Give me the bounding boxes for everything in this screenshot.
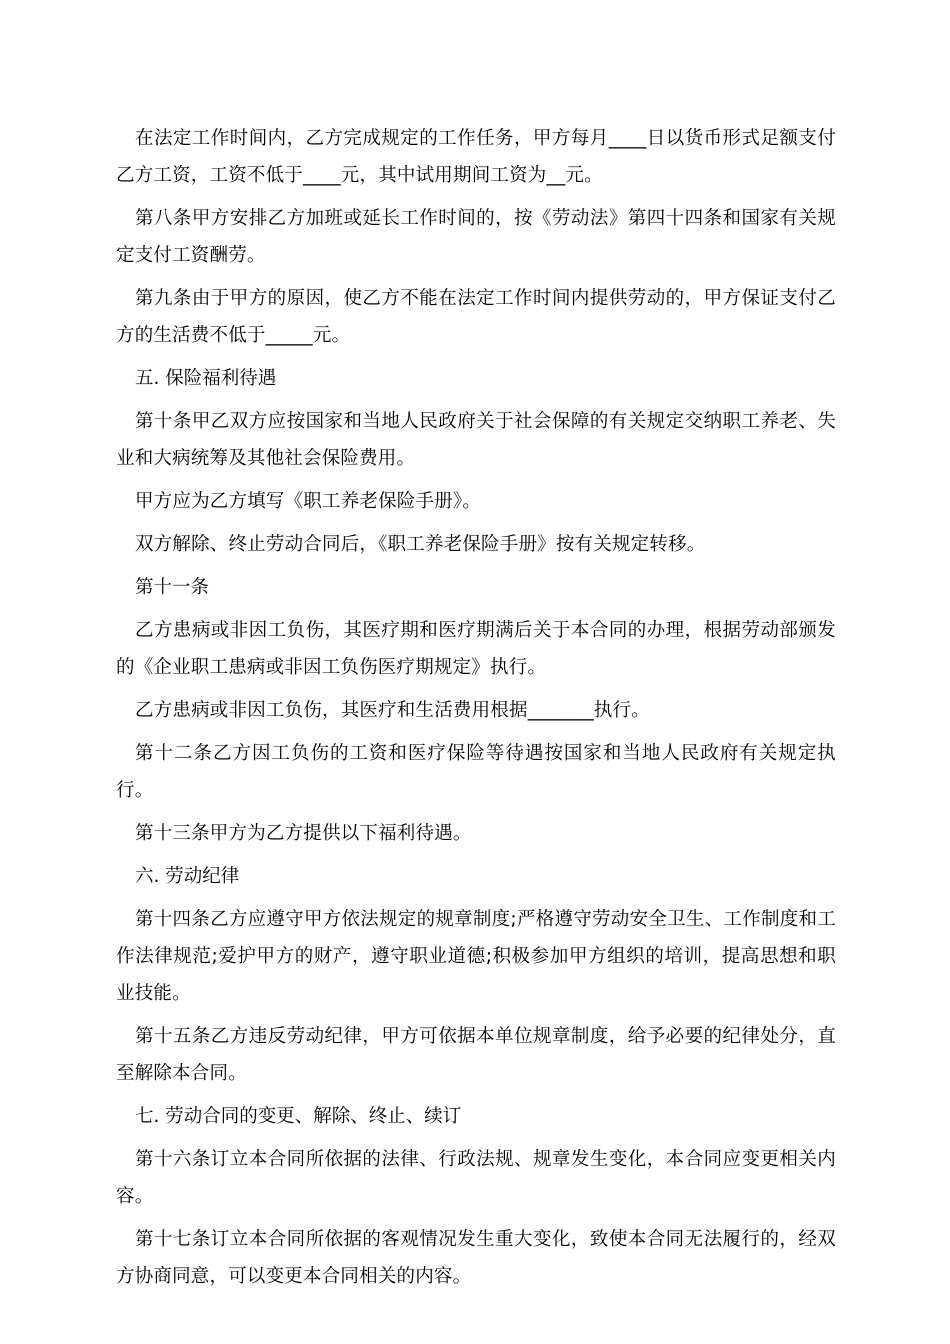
paragraph-medical-costs: 乙方患病或非因工负伤，其医疗和生活费用根据_______执行。 <box>135 700 650 721</box>
paragraph-medical-period: 乙方患病或非因工负伤，其医疗期和医疗期满后关于本合同的办理，根据劳动部颁发的《企业职工患病或非因工负伤医疗期规定》执行。 <box>116 620 836 678</box>
paragraph-handbook-transfer: 双方解除、终止劳动合同后，《职工养老保险手册》按有关规定转移。 <box>135 534 706 555</box>
paragraph-pension-handbook: 甲方应为乙方填写《职工养老保险手册》。 <box>135 491 482 512</box>
section-heading-insurance-welfare: 五. 保险福利待遇 <box>135 368 277 389</box>
paragraph-salary-payment: 在法定工作时间内，乙方完成规定的工作任务，甲方每月____日以货币形式足额支付乙方工资，工资不低于____元，其中试用期间工资为__元。 <box>116 128 836 186</box>
paragraph-article-13: 第十三条甲方为乙方提供以下福利待遇。 <box>135 823 472 844</box>
article-11-heading: 第十一条 <box>135 577 210 598</box>
paragraph-article-8: 第八条甲方安排乙方加班或延长工作时间的，按《劳动法》第四十四条和国家有关规定支付工资酬劳。 <box>116 208 836 266</box>
paragraph-article-17: 第十七条订立本合同所依据的客观情况发生重大变化，致使本合同无法履行的，经双方协商同意，可以变更本合同相关的内容。 <box>116 1229 836 1287</box>
paragraph-article-16: 第十六条订立本合同所依据的法律、行政法规、规章发生变化，本合同应变更相关内容。 <box>116 1149 836 1207</box>
paragraph-article-15: 第十五条乙方违反劳动纪律，甲方可依据本单位规章制度，给予必要的纪律处分，直至解除本合同。 <box>116 1026 836 1084</box>
paragraph-article-12: 第十二条乙方因工负伤的工资和医疗保险等待遇按国家和当地人民政府有关规定执行。 <box>116 743 836 801</box>
paragraph-article-14: 第十四条乙方应遵守甲方依法规定的规章制度;严格遵守劳动安全卫生、工作制度和工作法律规范;爱护甲方的财产，遵守职业道德;积极参加甲方组织的培训，提高思想和职业技能。 <box>116 909 836 1004</box>
paragraph-article-10: 第十条甲乙双方应按国家和当地人民政府关于社会保障的有关规定交纳职工养老、失业和大病统筹及其他社会保险费用。 <box>116 411 836 469</box>
document-body <box>116 120 836 1301</box>
paragraph-article-9: 第九条由于甲方的原因，使乙方不能在法定工作时间内提供劳动的，甲方保证支付乙方的生活费不低于_____元。 <box>116 288 836 346</box>
section-heading-contract-changes: 七. 劳动合同的变更、解除、终止、续订 <box>135 1106 462 1127</box>
section-heading-labor-discipline: 六. 劳动纪律 <box>135 866 240 887</box>
